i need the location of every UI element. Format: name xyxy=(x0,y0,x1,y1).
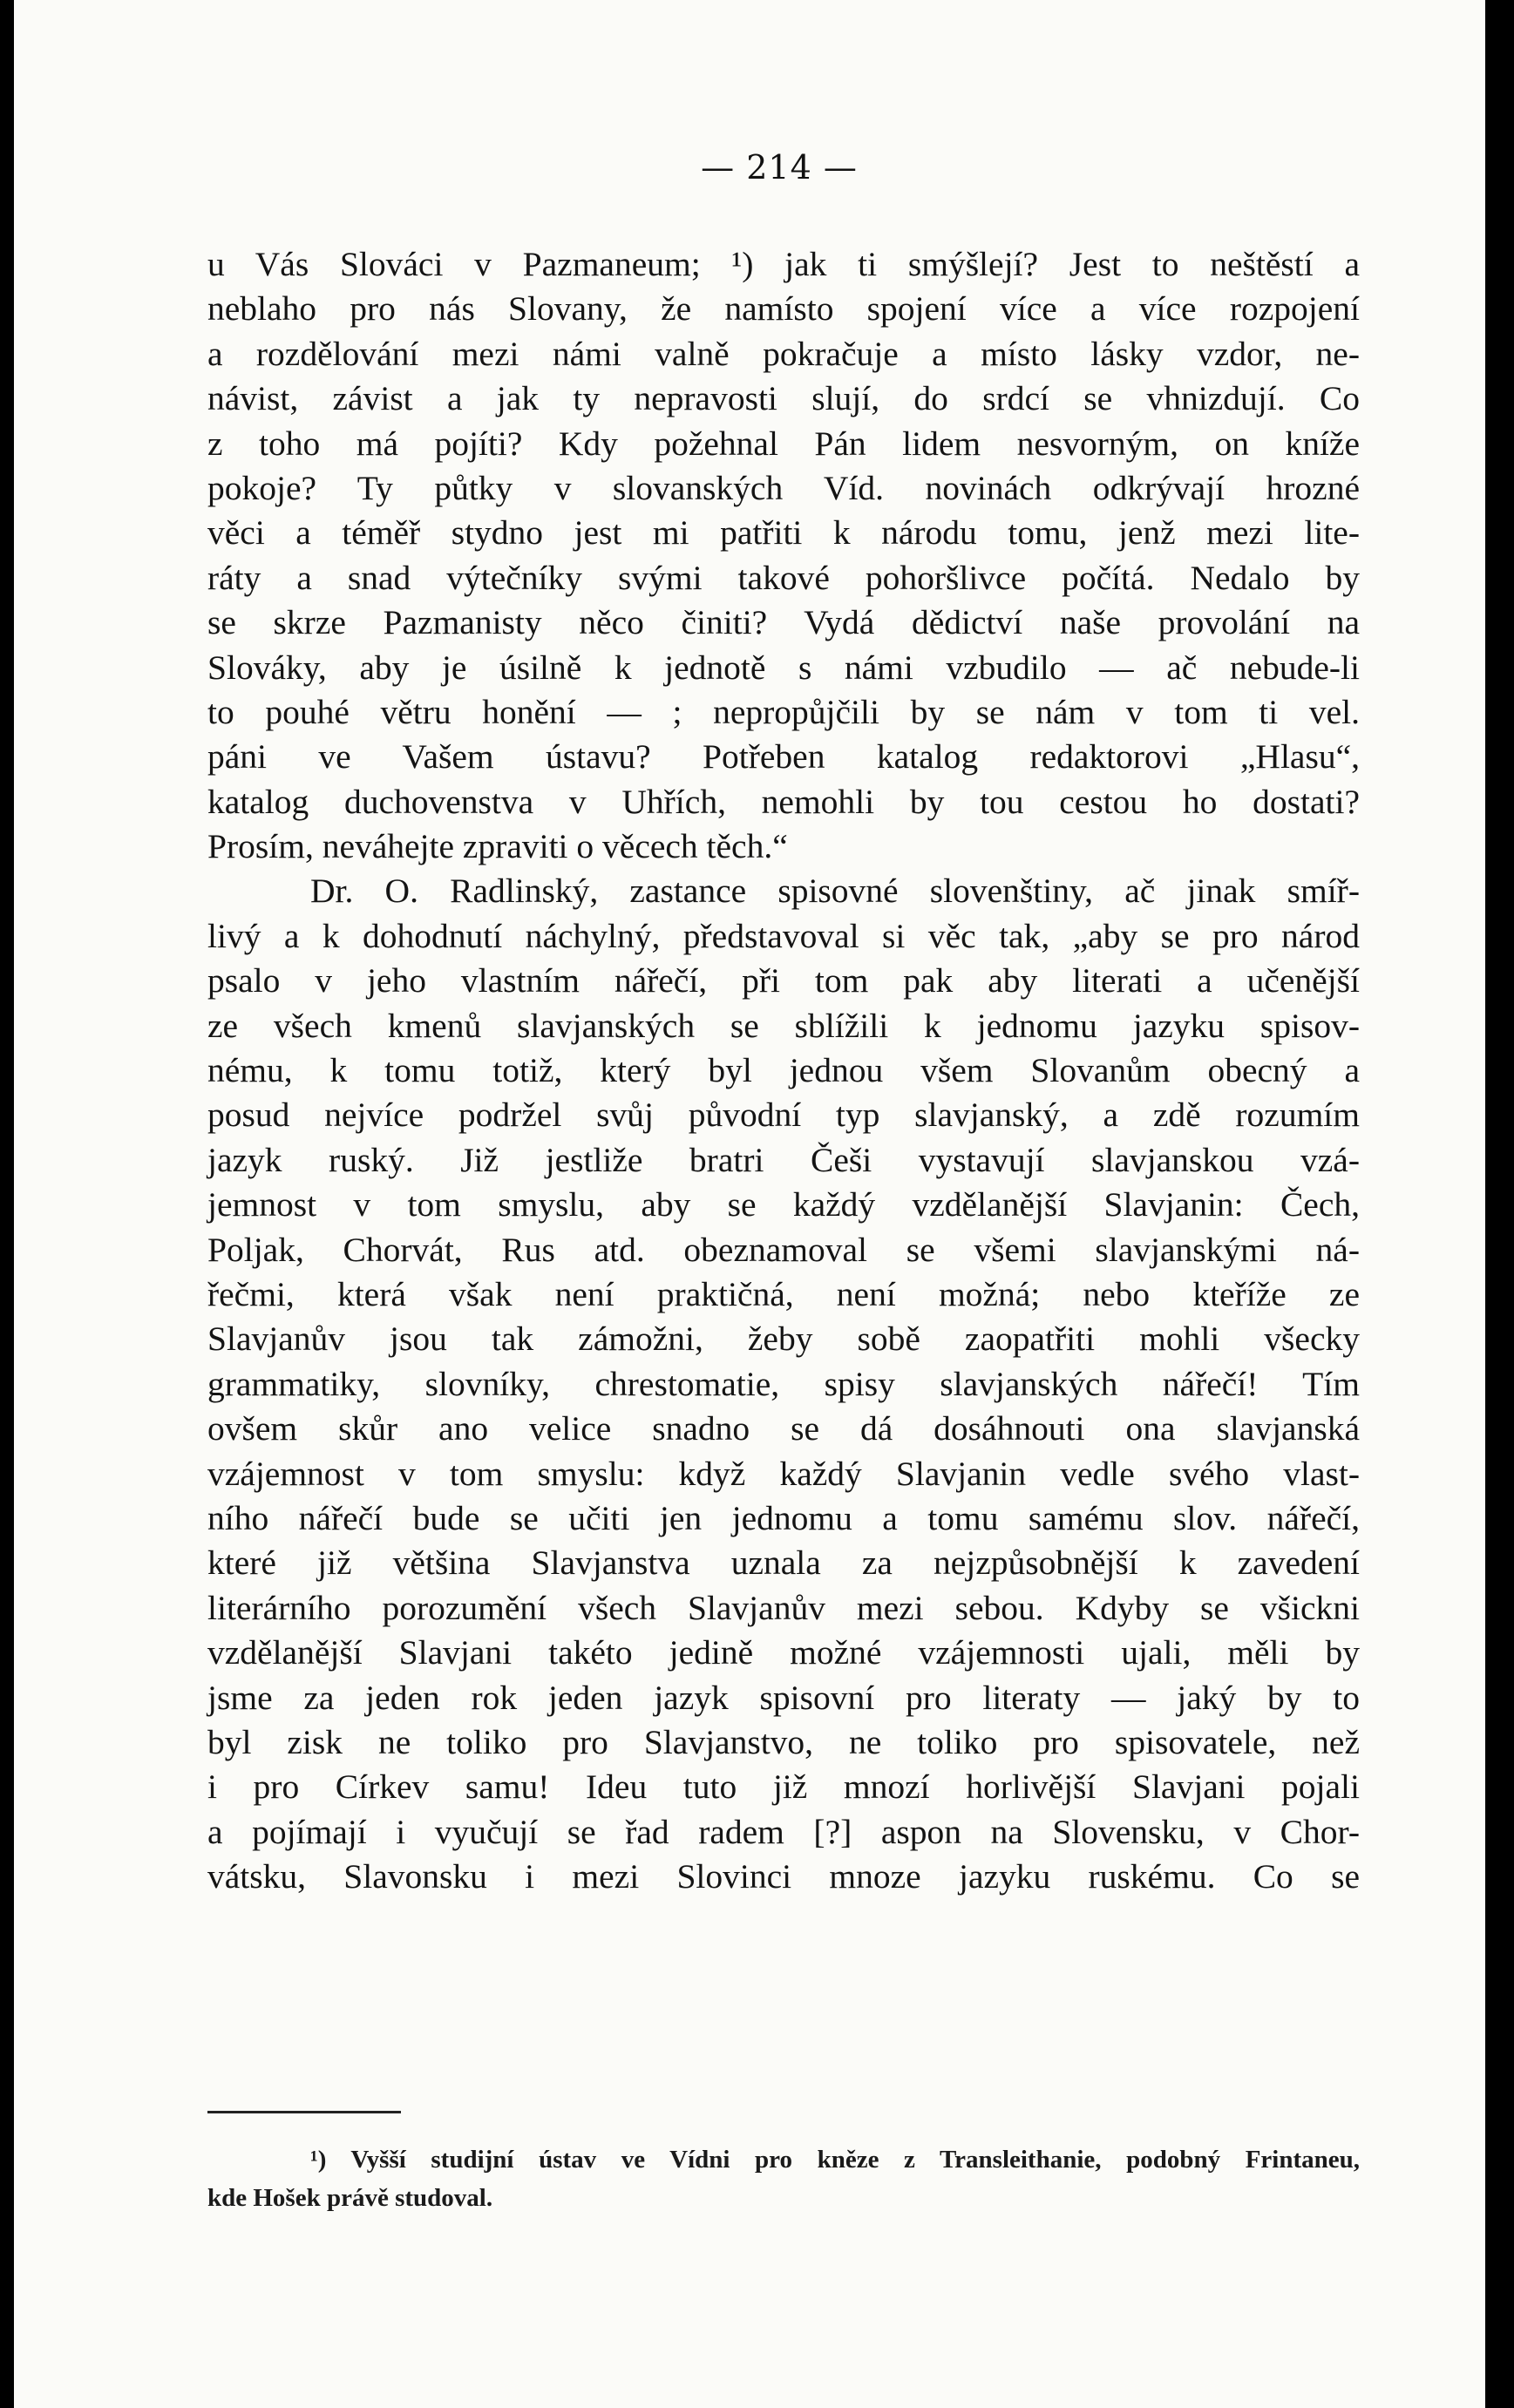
footnote-line: kde Hošek právě studoval. xyxy=(207,2184,493,2212)
text-line-paragraph-start: Dr. O. Radlinský, zastance spisovné slovenštiny, ač jinak smíř- xyxy=(310,872,1360,911)
body-text xyxy=(207,242,1360,1899)
text-line: vátsku, Slavonsku i mezi Slovinci mnoze jazyku ruskému. Co se xyxy=(207,1857,1360,1896)
page-number: — 214 — xyxy=(701,148,858,187)
text-line: pokoje? Ty půtky v slovanských Víd. novinách odkrývají hrozné xyxy=(207,468,1360,507)
text-line: ního nářečí bude se učiti jen jednomu a tomu samému slov. nářečí, xyxy=(207,1498,1360,1537)
text-line: i pro Církev samu! Ideu tuto již mnozí horlivější Slavjani pojali xyxy=(207,1767,1360,1807)
text-line: to pouhé větru honění — ; nepropůjčili by se nám v tom ti vel. xyxy=(207,692,1360,731)
text-line: u Vás Slováci v Pazmaneum; ¹) jak ti smýšlejí? Jest to neštěstí a xyxy=(207,245,1360,283)
text-line: a rozdělování mezi námi valně pokračuje a místo lásky vzdor, ne- xyxy=(207,334,1360,373)
text-line: jsme za jeden rok jeden jazyk spisovní pro literaty — jaký by to xyxy=(207,1678,1360,1717)
text-line: vzdělanější Slavjani takéto jedině možné vzájemnosti ujali, měli by xyxy=(207,1633,1360,1672)
text-line: nému, k tomu totiž, který byl jednou všem Slovanům obecný a xyxy=(207,1051,1360,1090)
text-line: a pojímají i vyučují se řad radem [?] aspon na Slovensku, v Chor- xyxy=(207,1812,1360,1851)
text-line: které již většina Slavjanstva uznala za nejzpůsobnější k zavedení xyxy=(207,1543,1360,1583)
text-line: páni ve Vašem ústavu? Potřeben katalog redaktorovi „Hlasu“, xyxy=(207,737,1360,777)
text-line-paragraph-end: Prosím, neváhejte zpraviti o věcech těch.“ xyxy=(207,827,788,866)
text-line: neblaho pro nás Slovany, že namísto spojení více a více rozpojení xyxy=(207,289,1360,329)
text-line: katalog duchovenstva v Uhřích, nemohli by tou cestou ho dostati? xyxy=(207,782,1360,821)
text-line: psalo v jeho vlastním nářečí, při tom pak aby literati a učenější xyxy=(207,961,1360,1001)
text-line: návist, závist a jak ty nepravosti slují, do srdcí se vhnizdují. Co xyxy=(207,379,1360,418)
footnote-divider xyxy=(207,2111,401,2113)
text-line: Slavjanův jsou tak zámožni, žeby sobě zaopatřiti mohli všecky xyxy=(207,1319,1360,1359)
text-line: literárního porozumění všech Slavjanův mezi sebou. Kdyby se všickni xyxy=(207,1588,1360,1627)
text-line: grammatiky, slovníky, chrestomatie, spisy slavjanských nářečí! Tím xyxy=(207,1364,1360,1403)
text-line: ze všech kmenů slavjanských se sblížili k jednomu jazyku spisov- xyxy=(207,1006,1360,1045)
text-line: ráty a snad výtečníky svými takové pohoršlivce počítá. Nedalo by xyxy=(207,558,1360,597)
text-line: jazyk ruský. Již jestliže bratri Češi vystavují slavjanskou vzá- xyxy=(207,1140,1360,1179)
text-line: se skrze Pazmanisty něco činiti? Vydá dědictví naše provolání na xyxy=(207,603,1360,642)
text-line: ovšem skůr ano velice snadno se dá dosáhnouti ona slavjanská xyxy=(207,1409,1360,1448)
footnote-line: ¹) Vyšší studijní ústav ve Vídni pro kněze z Transleithanie, podobný Frintaneu, xyxy=(310,2146,1360,2174)
text-line: Slováky, aby je úsilně k jednotě s námi vzbudilo — ač nebude-li xyxy=(207,648,1360,687)
text-line: řečmi, která však není praktičná, není možná; nebo kteříže ze xyxy=(207,1274,1360,1313)
text-line: posud nejvíce podržel svůj původní typ slavjanský, a zdě rozumím xyxy=(207,1095,1360,1135)
text-line: byl zisk ne toliko pro Slavjanstvo, ne toliko pro spisovatele, než xyxy=(207,1722,1360,1761)
text-line: z toho má pojíti? Kdy požehnal Pán lidem nesvorným, on kníže xyxy=(207,424,1360,463)
scan-border xyxy=(1485,0,1514,2408)
text-line: livý a k dohodnutí náchylný, představoval si věc tak, „aby se pro národ xyxy=(207,916,1360,955)
footnotes xyxy=(207,2140,1360,2217)
text-line: vzájemnost v tom smyslu: když každý Slavjanin vedle svého vlast- xyxy=(207,1454,1360,1493)
text-line: jemnost v tom smyslu, aby se každý vzdělanější Slavjanin: Čech, xyxy=(207,1185,1360,1224)
text-line: věci a téměř stydno jest mi patřiti k národu tomu, jenž mezi lite- xyxy=(207,513,1360,553)
text-line: Poljak, Chorvát, Rus atd. obeznamoval se všemi slavjanskými ná- xyxy=(207,1230,1360,1269)
